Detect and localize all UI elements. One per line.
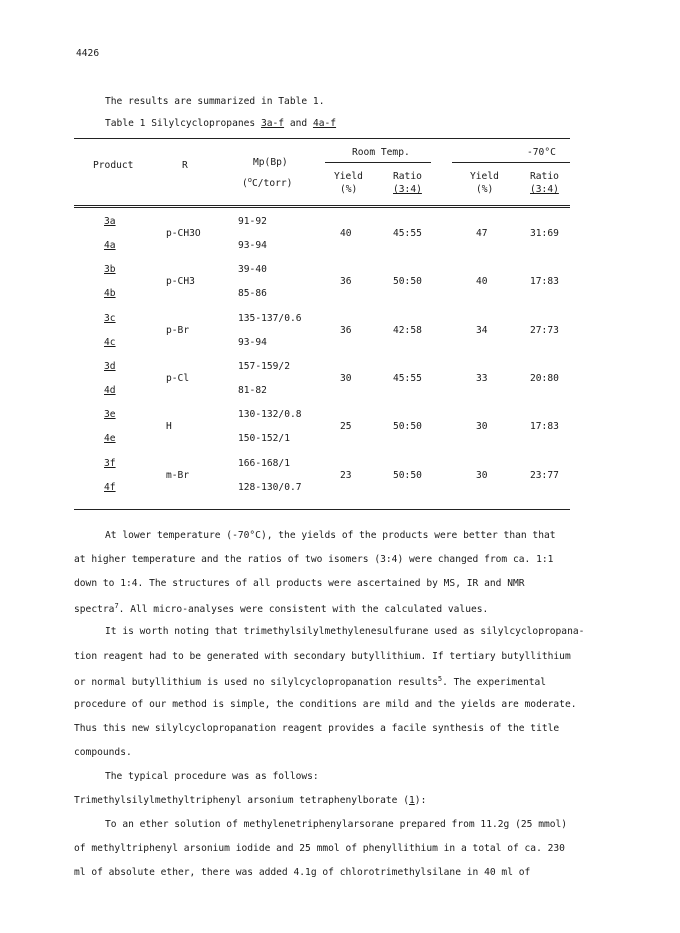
ratio-room-temp: 50:50 [393, 276, 422, 288]
caption-compound-a: 3a-f [260, 118, 285, 129]
product-4: 4a [104, 240, 116, 251]
mp-4: 93-94 [238, 336, 267, 348]
p1-line-4: spectra$^7$. All micro-analyses were consistent with the calculated values. [74, 602, 489, 616]
header-mp-unit: ($^o$C/torr) [242, 176, 293, 190]
mp-4: 81-82 [238, 384, 267, 396]
yield-low-temp: 47 [476, 228, 488, 239]
page-number: 4426 [76, 48, 100, 59]
substituent-r: p-CH3 [166, 276, 195, 288]
mp-3: 135-137/0.6 [238, 312, 302, 324]
header-low-temp: -70°C [527, 147, 556, 158]
ratio-low-temp: 17:83 [530, 276, 559, 288]
p4-line-3: ml of absolute ether, there was added 4.1g of chlorotrimethylsilane in 40 ml of [74, 867, 531, 878]
yield-room-temp: 25 [340, 421, 352, 433]
product-4: 4d [104, 384, 116, 396]
ratio-room-temp: 42:58 [393, 324, 422, 336]
product-3: 3c [104, 312, 116, 324]
procedure-heading: Trimethylsilylmethyltriphenyl arsonium tetraphenylborate (1): [74, 795, 427, 806]
caption-compound-b: 4a-f [312, 118, 337, 129]
ratio-room-temp: 50:50 [393, 469, 422, 481]
mp-3: 91-92 [238, 216, 267, 227]
mp-4: 150-152/1 [238, 433, 290, 445]
header-yield-rt: Yield [334, 171, 363, 182]
product-3: 3e [104, 409, 116, 421]
product-4: 4f [104, 481, 116, 493]
ratio-room-temp: 50:50 [393, 421, 422, 433]
header-product: Product [93, 160, 134, 171]
caption-prefix: Table 1 Silylcyclopropanes [105, 118, 261, 129]
header-yield-lt-unit: (%) [476, 184, 494, 195]
product-4: 4c [104, 336, 116, 348]
header-ratio-lt-unit: (3:4) [530, 184, 559, 195]
p1-line-1: At lower temperature (-70°C), the yields of the products were better than that [105, 530, 556, 541]
table-caption [105, 118, 336, 129]
substituent-r: p-CH3O [166, 228, 201, 239]
yield-room-temp: 30 [340, 372, 352, 384]
ratio-low-temp: 20:80 [530, 372, 559, 384]
header-r: R [182, 160, 188, 171]
p2-line-2: tion reagent had to be generated with secondary butyllithium. If tertiary butyllithium [74, 651, 571, 662]
mp-4: 93-94 [238, 240, 267, 251]
ratio-low-temp: 27:73 [530, 324, 559, 336]
ratio-low-temp: 17:83 [530, 421, 559, 433]
ratio-room-temp: 45:55 [393, 372, 422, 384]
yield-low-temp: 33 [476, 372, 488, 384]
header-yield-rt-unit: (%) [340, 184, 358, 195]
mp-3: 166-168/1 [238, 457, 290, 469]
yield-room-temp: 36 [340, 324, 352, 336]
product-3: 3b [104, 264, 116, 276]
p2-line-1: It is worth noting that trimethylsilylmethylenesulfurane used as silylcyclopropana- [105, 626, 585, 637]
mp-4: 85-86 [238, 288, 267, 300]
mp-3: 157-159/2 [238, 360, 290, 372]
table-top-rule [74, 138, 570, 139]
p2-line-5: Thus this new silylcyclopropanation reagent provides a facile synthesis of the title [74, 723, 560, 734]
substituent-r: H [166, 421, 172, 433]
p1-line-2: at higher temperature and the ratios of two isomers (3:4) were changed from ca. 1:1 [74, 554, 554, 565]
p2-line-6: compounds. [74, 747, 132, 758]
compound-1-ref: 1 [409, 795, 415, 806]
ratio-room-temp: 45:55 [393, 228, 422, 239]
p2-line-4: procedure of our method is simple, the conditions are mild and the yields are moderate. [74, 699, 577, 710]
product-3: 3f [104, 457, 116, 469]
product-3: 3d [104, 360, 116, 372]
header-room-temp: Room Temp. [352, 147, 410, 158]
header-ratio-rt-unit: (3:4) [393, 184, 422, 195]
ratio-low-temp: 23:77 [530, 469, 559, 481]
yield-room-temp: 40 [340, 228, 352, 239]
yield-room-temp: 23 [340, 469, 352, 481]
ref-5: 5 [437, 675, 443, 683]
mp-4: 128-130/0.7 [238, 481, 302, 493]
header-bottom-rule [74, 205, 570, 206]
product-4: 4b [104, 288, 116, 300]
yield-low-temp: 30 [476, 421, 488, 433]
header-yield-lt: Yield [470, 171, 499, 182]
substituent-r: p-Br [166, 324, 190, 336]
ratio-low-temp: 31:69 [530, 228, 559, 239]
header-mp: Mp(Bp) [253, 157, 288, 168]
substituent-r: m-Br [166, 469, 190, 481]
header-ratio-lt: Ratio [530, 171, 559, 182]
caption-mid: and [284, 118, 313, 129]
mp-3: 130-132/0.8 [238, 409, 302, 421]
yield-low-temp: 30 [476, 469, 488, 481]
table-bottom-rule [74, 509, 570, 510]
mp-3: 39-40 [238, 264, 267, 276]
header-bottom-rule-2 [74, 207, 570, 208]
intro-text: The results are summarized in Table 1. [105, 96, 325, 107]
product-4: 4e [104, 433, 116, 445]
low-temp-rule [452, 162, 570, 163]
substituent-r: p-Cl [166, 372, 190, 384]
p4-line-1: To an ether solution of methylenetriphenylarsorane prepared from 11.2g (25 mmol) [105, 819, 568, 830]
yield-low-temp: 34 [476, 324, 488, 336]
header-ratio-rt: Ratio [393, 171, 422, 182]
product-3: 3a [104, 216, 116, 227]
p3-line: The typical procedure was as follows: [105, 771, 319, 782]
yield-low-temp: 40 [476, 276, 488, 288]
p4-line-2: of methyltriphenyl arsonium iodide and 25 mmol of phenyllithium in a total of ca. 230 [74, 843, 565, 854]
p1-line-3: down to 1:4. The structures of all products were ascertained by MS, IR and NMR [74, 578, 525, 589]
p2-line-3: or normal butyllithium is used no silylcyclopropanation results$^5$. The experimental [74, 675, 547, 689]
ref-7: 7 [114, 602, 119, 610]
room-temp-rule [325, 162, 431, 163]
yield-room-temp: 36 [340, 276, 352, 288]
